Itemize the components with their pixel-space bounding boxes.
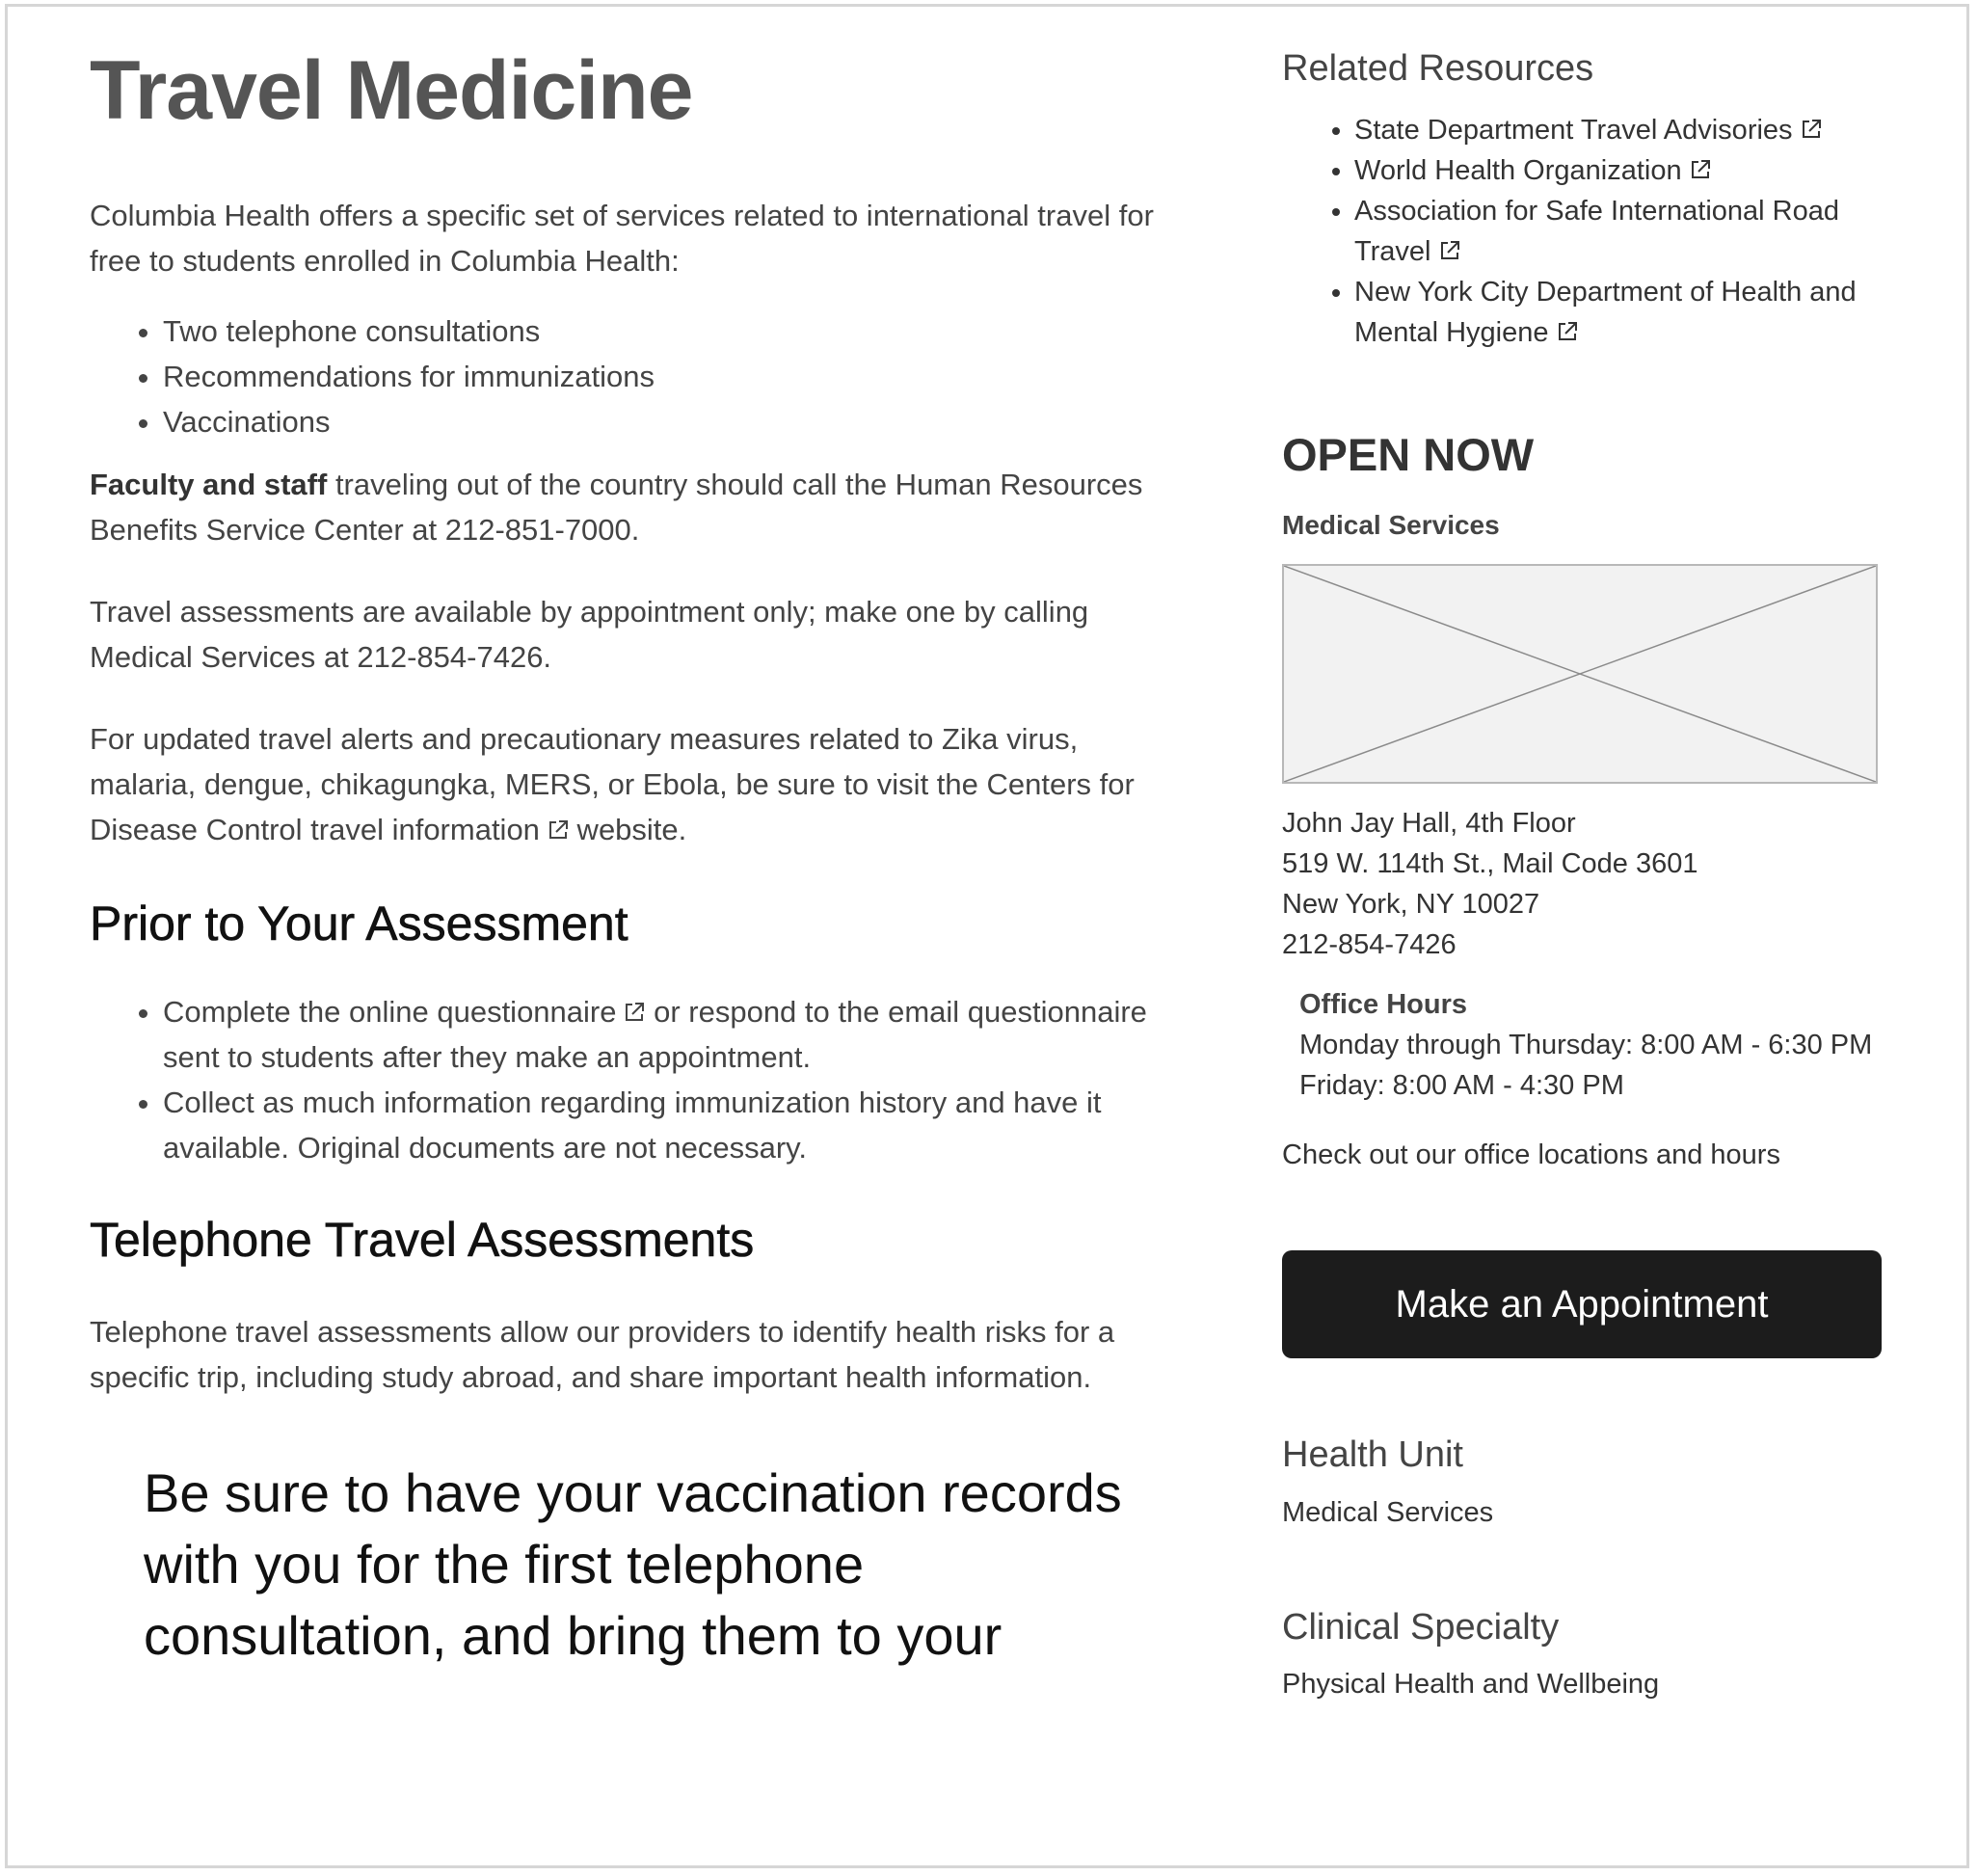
asirt-link[interactable] bbox=[1354, 196, 1839, 267]
who-link[interactable] bbox=[1354, 155, 1711, 186]
external-link-icon bbox=[1439, 240, 1460, 261]
faculty-paragraph bbox=[90, 462, 1179, 552]
office-hours bbox=[1299, 984, 1909, 1106]
list-item bbox=[163, 989, 1179, 1080]
telephone-assessments-heading: Telephone Travel Assessments bbox=[90, 1212, 755, 1267]
resource-label: State Department Travel Advisories bbox=[1354, 115, 1793, 147]
external-link-icon bbox=[624, 1002, 645, 1023]
telephone-assessments-paragraph: Telephone travel assessments allow our providers to identify health risks for a specific trip, including study abroad, and share important health information. bbox=[90, 1314, 1115, 1394]
main-content bbox=[90, 45, 1179, 1672]
nyc-health-link[interactable] bbox=[1354, 277, 1857, 348]
questionnaire-text: or respond to the email questionnaire sent to students after they make an appointment. bbox=[163, 994, 1147, 1074]
questionnaire-link-text: Complete the online questionnaire bbox=[163, 994, 617, 1029]
related-resources-list bbox=[1282, 110, 1909, 353]
phone-number: 212-854-7426 bbox=[1282, 929, 1457, 961]
address-line: New York, NY 10027 bbox=[1282, 889, 1540, 921]
resource-label: Association for Safe International Road Travel bbox=[1354, 196, 1839, 268]
faculty-bold-text: Faculty and staff bbox=[90, 467, 328, 501]
health-unit-value: Medical Services bbox=[1282, 1496, 1494, 1528]
online-questionnaire-link[interactable] bbox=[163, 995, 645, 1029]
location-image-placeholder bbox=[1282, 564, 1878, 784]
cdc-link-text: For updated travel alerts and precautionary measures related to Zika virus, malaria, dengue, chikagungka, MERS, or Ebola, be sure to visit the Centers for Disease Control travel information bbox=[90, 721, 1135, 846]
placeholder-cross-icon bbox=[1284, 566, 1876, 782]
sidebar bbox=[1282, 45, 1909, 1701]
health-unit-heading: Health Unit bbox=[1282, 1434, 1463, 1476]
external-link-icon bbox=[548, 819, 569, 841]
list-item bbox=[1354, 150, 1909, 191]
list-item bbox=[1354, 191, 1909, 272]
services-list bbox=[90, 308, 1179, 444]
external-link-icon bbox=[1690, 159, 1711, 180]
office-hours-title: Office Hours bbox=[1299, 989, 1468, 1021]
intro-paragraph: Columbia Health offers a specific set of services related to international travel for free to students enrolled in Columbia Health: bbox=[90, 198, 1154, 278]
open-now-heading: OPEN NOW bbox=[1282, 429, 1535, 481]
external-link-icon bbox=[1801, 119, 1822, 140]
list-item bbox=[1354, 272, 1909, 353]
prior-assessment-heading: Prior to Your Assessment bbox=[90, 896, 628, 951]
vaccination-callout: Be sure to have your vaccination records with you for the first telephone consultation, and bring them to your bbox=[144, 1461, 1122, 1666]
appointment-paragraph: Travel assessments are available by appointment only; make one by calling Medical Services at 212-854-7426. bbox=[90, 594, 1089, 674]
page-frame bbox=[5, 4, 1969, 1868]
resource-label: World Health Organization bbox=[1354, 155, 1682, 187]
list-item: • Vaccinations bbox=[163, 399, 1179, 444]
clinical-specialty-value: Physical Health and Wellbeing bbox=[1282, 1669, 1660, 1701]
resource-label: New York City Department of Health and Mental Hygiene bbox=[1354, 277, 1857, 349]
list-item bbox=[1354, 110, 1909, 150]
list-item: • Collect as much information regarding immunization history and have it available. Original documents are not necessary. bbox=[163, 1080, 1179, 1170]
address-line: John Jay Hall, 4th Floor bbox=[1282, 808, 1576, 840]
list-item: • Two telephone consultations bbox=[163, 308, 1179, 354]
office-locations-link[interactable]: Check out our office locations and hours bbox=[1282, 1139, 1780, 1171]
make-appointment-button[interactable]: Make an Appointment bbox=[1282, 1250, 1882, 1358]
external-link-icon bbox=[1557, 321, 1578, 342]
hours-line: Friday: 8:00 AM - 4:30 PM bbox=[1299, 1070, 1624, 1102]
address-block bbox=[1282, 803, 1909, 965]
page-title: Travel Medicine bbox=[90, 44, 693, 137]
list-item: • Recommendations for immunizations bbox=[163, 354, 1179, 399]
faculty-text: traveling out of the country should call the Human Resources Benefits Service Center at 212-851-7000. bbox=[90, 467, 1143, 547]
related-resources-heading: Related Resources bbox=[1282, 48, 1594, 89]
address-line: 519 W. 114th St., Mail Code 3601 bbox=[1282, 848, 1698, 880]
cdc-link-tail: website. bbox=[568, 812, 687, 846]
prior-assessment-list bbox=[90, 989, 1179, 1170]
travel-alerts-paragraph bbox=[90, 716, 1179, 852]
clinical-specialty-heading: Clinical Specialty bbox=[1282, 1606, 1560, 1648]
hours-line: Monday through Thursday: 8:00 AM - 6:30 PM bbox=[1299, 1030, 1873, 1061]
state-dept-advisories-link[interactable] bbox=[1354, 115, 1822, 146]
service-label: Medical Services bbox=[1282, 510, 1500, 541]
